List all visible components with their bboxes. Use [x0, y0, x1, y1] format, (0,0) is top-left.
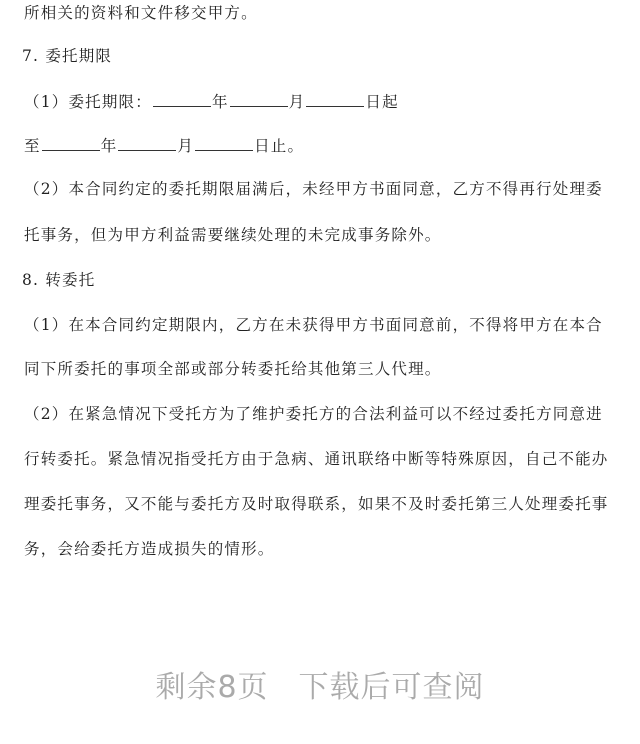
- term-label: （1）委托期限：: [24, 93, 152, 111]
- paragraph-line: 同下所委托的事项全部或部分转委托给其他第三人代理。: [24, 360, 442, 378]
- end-day-blank: [195, 134, 253, 151]
- paragraph-line: 务，会给委托方造成损失的情形。: [24, 540, 275, 558]
- term-line-start: [24, 90, 399, 113]
- end-year-blank: [42, 134, 100, 151]
- day-blank: [306, 90, 364, 107]
- paragraph-line: 行转委托。紧急情况指受托方由于急病、通讯联络中断等特殊原因，自己不能办: [24, 450, 609, 468]
- end-month-blank: [118, 134, 176, 151]
- end-month-label: 月: [177, 137, 195, 155]
- paragraph-line: 理委托事务，又不能与委托方及时取得联系，如果不及时委托第三人处理委托事: [24, 495, 609, 513]
- download-prompt-label[interactable]: 下载后可查阅: [298, 670, 485, 705]
- paragraph-line: （1）在本合同约定期限内，乙方在未获得甲方书面同意前，不得将甲方在本合: [24, 316, 603, 334]
- day-start-label: 日起: [365, 93, 399, 111]
- paragraph-line: 托事务，但为甲方利益需要继续处理的未完成事务除外。: [24, 226, 442, 244]
- end-year-label: 年: [100, 137, 118, 155]
- year-label: 年: [211, 93, 229, 111]
- section-8-title: 8. 转委托: [22, 271, 96, 289]
- day-end-label: 日止。: [254, 137, 305, 155]
- section-7-title: 7. 委托期限: [22, 47, 113, 65]
- paragraph-line: （2）在紧急情况下受托方为了维护委托方的合法利益可以不经过委托方同意进: [24, 405, 603, 423]
- preview-footer[interactable]: [0, 662, 640, 706]
- month-blank: [230, 90, 288, 107]
- paragraph-line: （2）本合同约定的委托期限届满后，未经甲方书面同意，乙方不得再行处理委: [24, 180, 603, 198]
- to-label: 至: [24, 137, 41, 155]
- year-blank: [153, 90, 211, 107]
- paragraph-line: 所相关的资料和文件移交甲方。: [24, 4, 258, 22]
- term-line-end: [24, 134, 304, 157]
- month-label: 月: [288, 93, 306, 111]
- remaining-pages-label: 剩余8页: [155, 670, 269, 705]
